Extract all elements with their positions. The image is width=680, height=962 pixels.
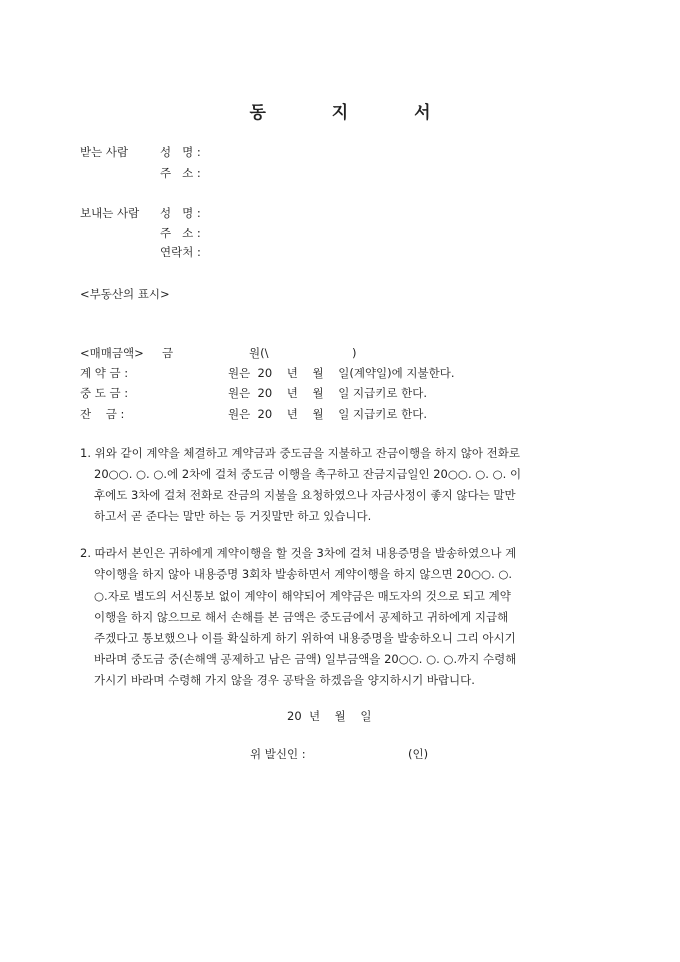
recipient-name-label: 성 명 : xyxy=(160,145,201,159)
document-date: 20 년 월 일 xyxy=(287,709,372,723)
paragraph-1-line: 후에도 3차에 걸쳐 전화로 잔금의 지불을 요청하였으나 자금사정이 좋지 않다는 말만 xyxy=(94,488,516,502)
deposit-label: 계 약 금 : xyxy=(80,366,129,380)
paragraph-2-line: 바라며 중도금 중(손해액 공제하고 남은 금액) 일부금액을 20○○. ○. ○.까지 수령해 xyxy=(94,652,517,666)
deposit-text: 원은 20 년 월 일(계약일)에 지불한다. xyxy=(228,366,455,380)
paragraph-1-line: 하고서 곧 준다는 말만 하는 등 거짓말만 하고 있습니다. xyxy=(94,509,372,523)
paragraph-1-line: 1. 위와 같이 계약을 체결하고 계약금과 중도금을 지불하고 잔금이행을 하지 않아 전화로 xyxy=(80,446,520,460)
sender-contact-label: 연락처 : xyxy=(160,245,201,259)
seal-mark: (인) xyxy=(408,747,429,761)
balance-text: 원은 20 년 월 일 지급키로 한다. xyxy=(228,407,427,421)
interim-text: 원은 20 년 월 일 지급키로 한다. xyxy=(228,386,427,400)
recipient-address-label: 주 소 : xyxy=(160,166,201,180)
signature-label: 위 발신인 : xyxy=(250,747,306,761)
sender-address-label: 주 소 : xyxy=(160,226,201,240)
paragraph-2-line: 가시기 바라며 수령해 가지 않을 경우 공탁을 하겠음을 양지하시기 바랍니다. xyxy=(94,673,475,687)
paragraph-2-line: 2. 따라서 본인은 귀하에게 계약이행을 할 것을 3차에 걸쳐 내용증명을 발송하였으나 계 xyxy=(80,546,517,560)
price-geum: 금 xyxy=(162,346,174,360)
paragraph-2-line: 주겠다고 통보했으나 이를 확실하게 하기 위하여 내용증명을 발송하오니 그리 아시기 xyxy=(94,631,516,645)
price-close: ) xyxy=(352,346,357,360)
paragraph-1-line: 20○○. ○. ○.에 2차에 걸쳐 중도금 이행을 촉구하고 잔금지급일인 20○○. ○. ○. 이 xyxy=(94,467,522,481)
paragraph-2-line: ○.자로 별도의 서신통보 없이 계약이 해약되어 계약금은 매도자의 것으로 되고 계약 xyxy=(94,589,511,603)
document-title: 동 지 서 xyxy=(249,103,461,123)
sender-name-label: 성 명 : xyxy=(160,206,201,220)
interim-label: 중 도 금 : xyxy=(80,386,129,400)
property-label: <부동산의 표시> xyxy=(80,287,170,301)
price-won: 원(\ xyxy=(249,346,269,360)
price-label: <매매금액> xyxy=(80,346,144,360)
sender-label: 보내는 사람 xyxy=(80,206,140,220)
paragraph-2-line: 이행을 하지 않으므로 해서 손해를 본 금액은 중도금에서 공제하고 귀하에게 지급해 xyxy=(94,610,509,624)
paragraph-2-line: 약이행을 하지 않아 내용증명 3회차 발송하면서 계약이행을 하지 않으면 20○○. ○. xyxy=(94,567,513,581)
balance-label: 잔 금 : xyxy=(80,407,125,421)
recipient-label: 받는 사람 xyxy=(80,145,129,159)
